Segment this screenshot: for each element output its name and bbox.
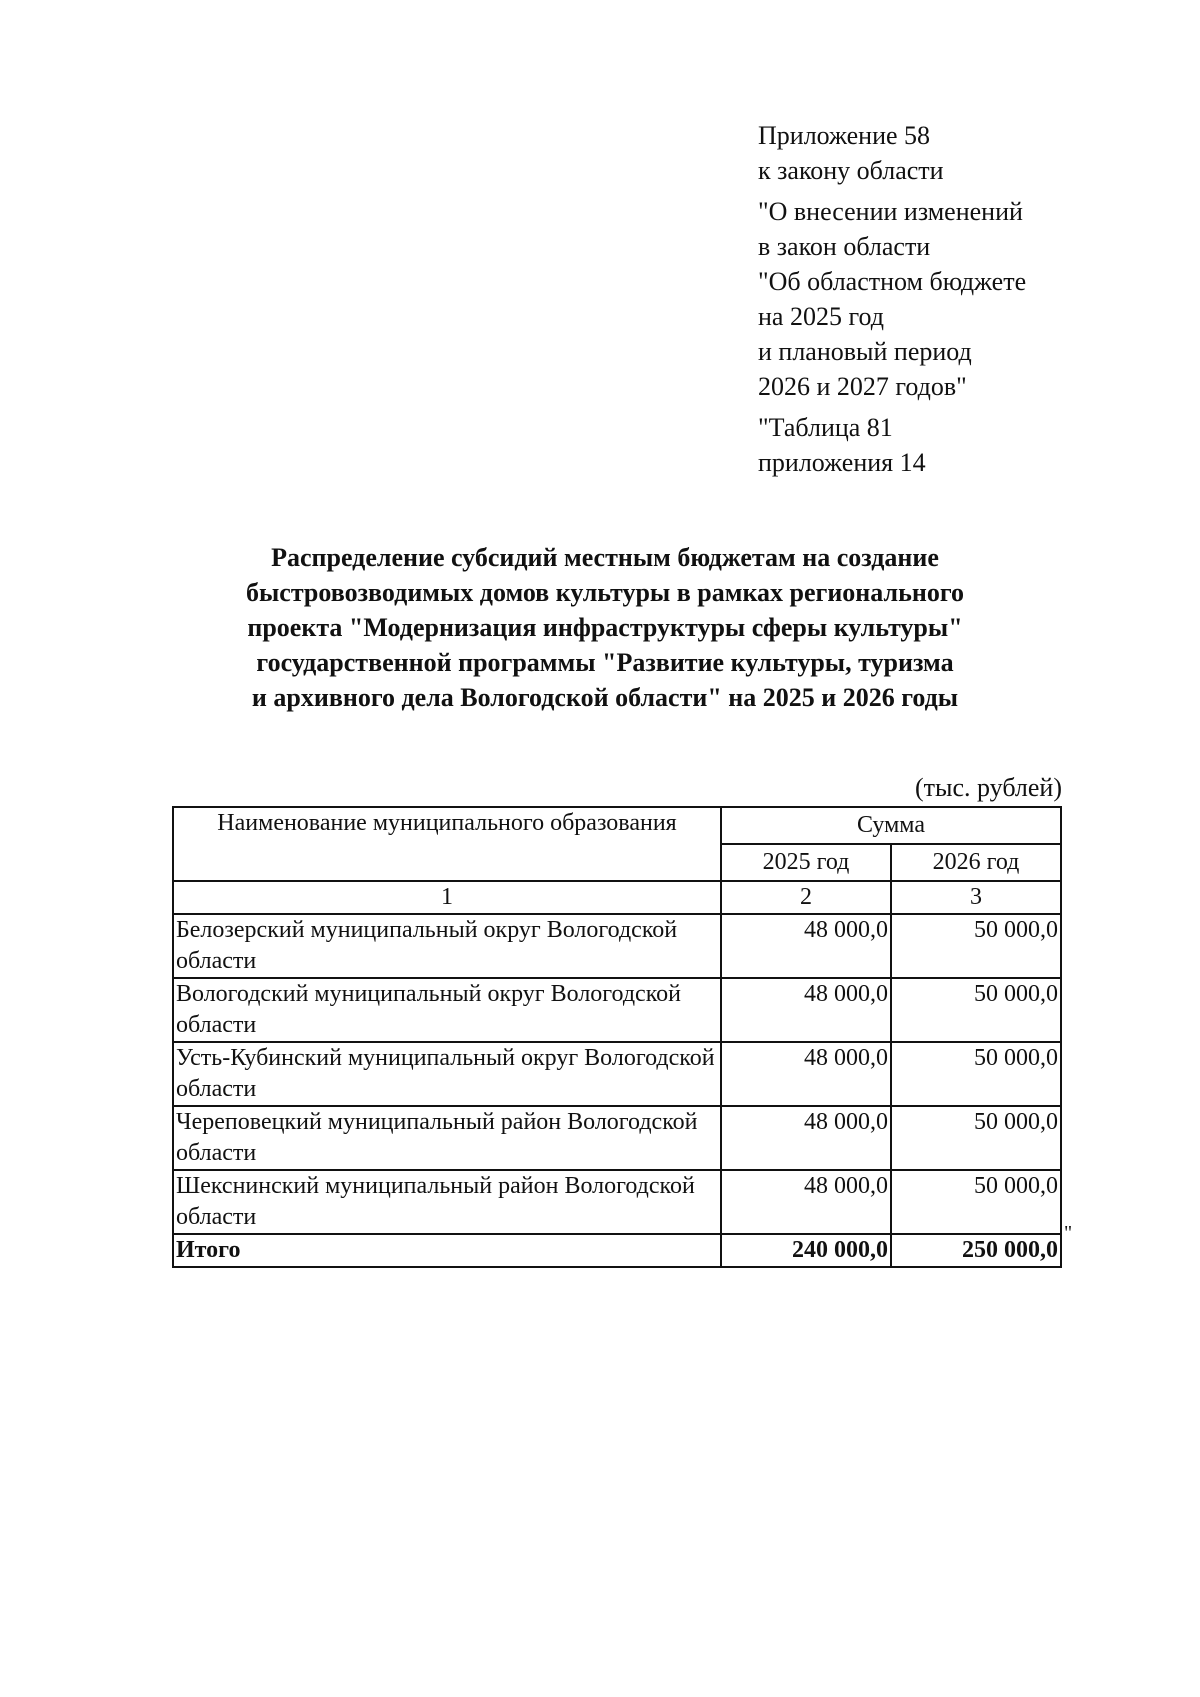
amount-2026: 50 000,0: [891, 1170, 1061, 1234]
title-line: государственной программы "Развитие культуры, туризма: [256, 648, 954, 677]
column-index: 1: [173, 881, 721, 914]
appendix-law-ref: к закону области: [758, 156, 944, 185]
municipality-name: Усть-Кубинский муниципальный округ Вологодской области: [173, 1042, 721, 1106]
amount-2025: 48 000,0: [721, 978, 891, 1042]
amount-2025: 48 000,0: [721, 1042, 891, 1106]
document-title: [160, 540, 1050, 715]
closing-quote: ": [1064, 1222, 1073, 1244]
total-2025: 240 000,0: [721, 1234, 891, 1267]
table-ref: "Таблица 81: [758, 413, 893, 442]
table-row: [173, 1042, 1061, 1106]
amount-2026: 50 000,0: [891, 1042, 1061, 1106]
total-2026: 250 000,0: [891, 1234, 1061, 1267]
law-title-line: "О внесении изменений: [758, 197, 1023, 226]
column-index: 2: [721, 881, 891, 914]
amount-2025: 48 000,0: [721, 1170, 891, 1234]
table-row: [173, 1106, 1061, 1170]
law-title-line: и плановый период: [758, 337, 972, 366]
table-row: [173, 978, 1061, 1042]
appendix-number: Приложение 58: [758, 121, 931, 150]
municipality-name: Вологодский муниципальный округ Вологодской области: [173, 978, 721, 1042]
header-sum: Сумма: [721, 807, 1061, 844]
column-index: 3: [891, 881, 1061, 914]
title-line: Распределение субсидий местным бюджетам на создание: [271, 543, 939, 572]
amount-2026: 50 000,0: [891, 1106, 1061, 1170]
amount-2025: 48 000,0: [721, 914, 891, 978]
amount-2026: 50 000,0: [891, 978, 1061, 1042]
title-line: проекта "Модернизация инфраструктуры сферы культуры": [247, 613, 963, 642]
total-row: [173, 1234, 1061, 1267]
municipality-name: Белозерский муниципальный округ Вологодской области: [173, 914, 721, 978]
law-title-line: "Об областном бюджете: [758, 267, 1027, 296]
municipality-name: Череповецкий муниципальный район Вологодской области: [173, 1106, 721, 1170]
amount-2026: 50 000,0: [891, 914, 1061, 978]
units-label: (тыс. рублей): [914, 773, 1062, 802]
law-title-line: на 2025 год: [758, 302, 884, 331]
law-title-line: в закон области: [758, 232, 931, 261]
table-ref-appendix: приложения 14: [758, 448, 926, 477]
table-row: [173, 1170, 1061, 1234]
total-label: Итого: [173, 1234, 721, 1267]
appendix-header: [758, 118, 1158, 480]
title-line: и архивного дела Вологодской области" на 2025 и 2026 годы: [251, 683, 959, 712]
law-title-line: 2026 и 2027 годов": [758, 372, 967, 401]
header-name: Наименование муниципального образования: [173, 807, 721, 881]
table-row: [173, 914, 1061, 978]
header-year-2026: 2026 год: [891, 844, 1061, 881]
municipality-name: Шекснинский муниципальный район Вологодской области: [173, 1170, 721, 1234]
header-year-2025: 2025 год: [721, 844, 891, 881]
title-line: быстровозводимых домов культуры в рамках регионального: [246, 578, 964, 607]
amount-2025: 48 000,0: [721, 1106, 891, 1170]
subsidies-table: [172, 806, 1062, 1268]
